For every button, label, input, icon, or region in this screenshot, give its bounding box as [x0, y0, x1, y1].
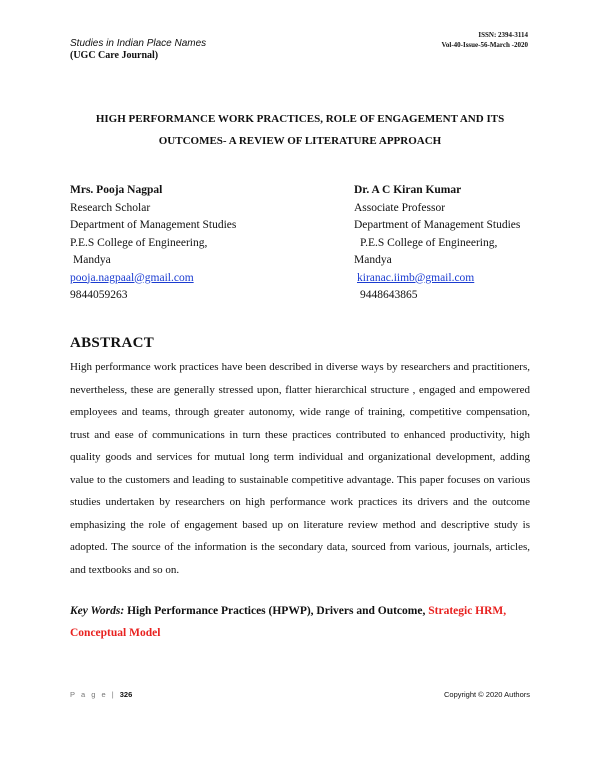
author-email-link[interactable]: pooja.nagpaal@gmail.com: [70, 271, 194, 284]
volume-issue: Vol-40-Issue-56-March -2020: [441, 41, 528, 49]
keywords: [70, 600, 540, 644]
author-role: Research Scholar: [70, 201, 151, 214]
page-footer-left: [70, 690, 132, 699]
author-role: Associate Professor: [354, 201, 446, 214]
page-number: 326: [119, 690, 133, 699]
author-department: Department of Management Studies: [354, 219, 521, 231]
author-block-2: [354, 182, 520, 305]
author-department: Department of Management Studies: [70, 219, 237, 231]
author-block-1: [70, 182, 236, 305]
issn: ISSN: 2394-3114: [478, 31, 528, 39]
author-name: Dr. A C Kiran Kumar: [354, 184, 462, 196]
keywords-label: Key Words:: [70, 605, 125, 617]
author-city: Mandya: [354, 254, 392, 266]
author-city: Mandya: [73, 254, 111, 266]
keyword-conceptual-model: Conceptual Model: [70, 627, 161, 639]
paper-title: [70, 108, 530, 152]
author-phone: 9844059263: [70, 289, 128, 301]
copyright: Copyright © 2020 Authors: [444, 690, 530, 699]
author-name: Mrs. Pooja Nagpal: [70, 184, 163, 196]
author-college: P.E.S College of Engineering,: [360, 236, 498, 249]
ugc-label: (UGC Care Journal): [70, 50, 159, 61]
abstract-heading: ABSTRACT: [70, 335, 155, 351]
keywords-terms: High Performance Practices (HPWP), Drivers and Outcome,: [127, 605, 426, 617]
author-college: P.E.S College of Engineering,: [70, 236, 208, 249]
journal-name: Studies in Indian Place Names: [70, 38, 207, 49]
abstract-body: High performance work practices have been described in diverse ways by researchers and practitioners, nevertheless, these are generally stressed upon, flatter hierarchical structure , engaged and empowered employees and teams, through greater autonomy, wide range of training, competitive compensation, trust and ease of communications in turn these practices contributed to enhanced productivity, high quality goods and services for mutual long term individual and organizational development, adding value to the customers and leading to sustainable competitive advantage. This paper focuses on various studies undertaken by researchers on high performance work practices its drivers and the outcome emphasizing the role of engagement based up on literature review method and descriptive study is adopted. The source of the information is the secondary data, sourced from various, journals, articles, and textbooks and so on.: [70, 361, 530, 576]
running-header-right: [380, 30, 528, 50]
author-email-link[interactable]: kiranac.iimb@gmail.com: [357, 271, 475, 284]
author-phone: 9448643865: [360, 289, 418, 301]
title-line-1: HIGH PERFORMANCE WORK PRACTICES, ROLE OF ENGAGEMENT AND ITS: [95, 113, 505, 125]
keyword-strategic-hrm: Strategic HRM,: [428, 605, 507, 617]
page-label: P a g e |: [70, 690, 116, 699]
title-line-2: OUTCOMES- A REVIEW OF LITERATURE APPROACH: [158, 135, 442, 147]
running-header-left: [70, 38, 206, 62]
